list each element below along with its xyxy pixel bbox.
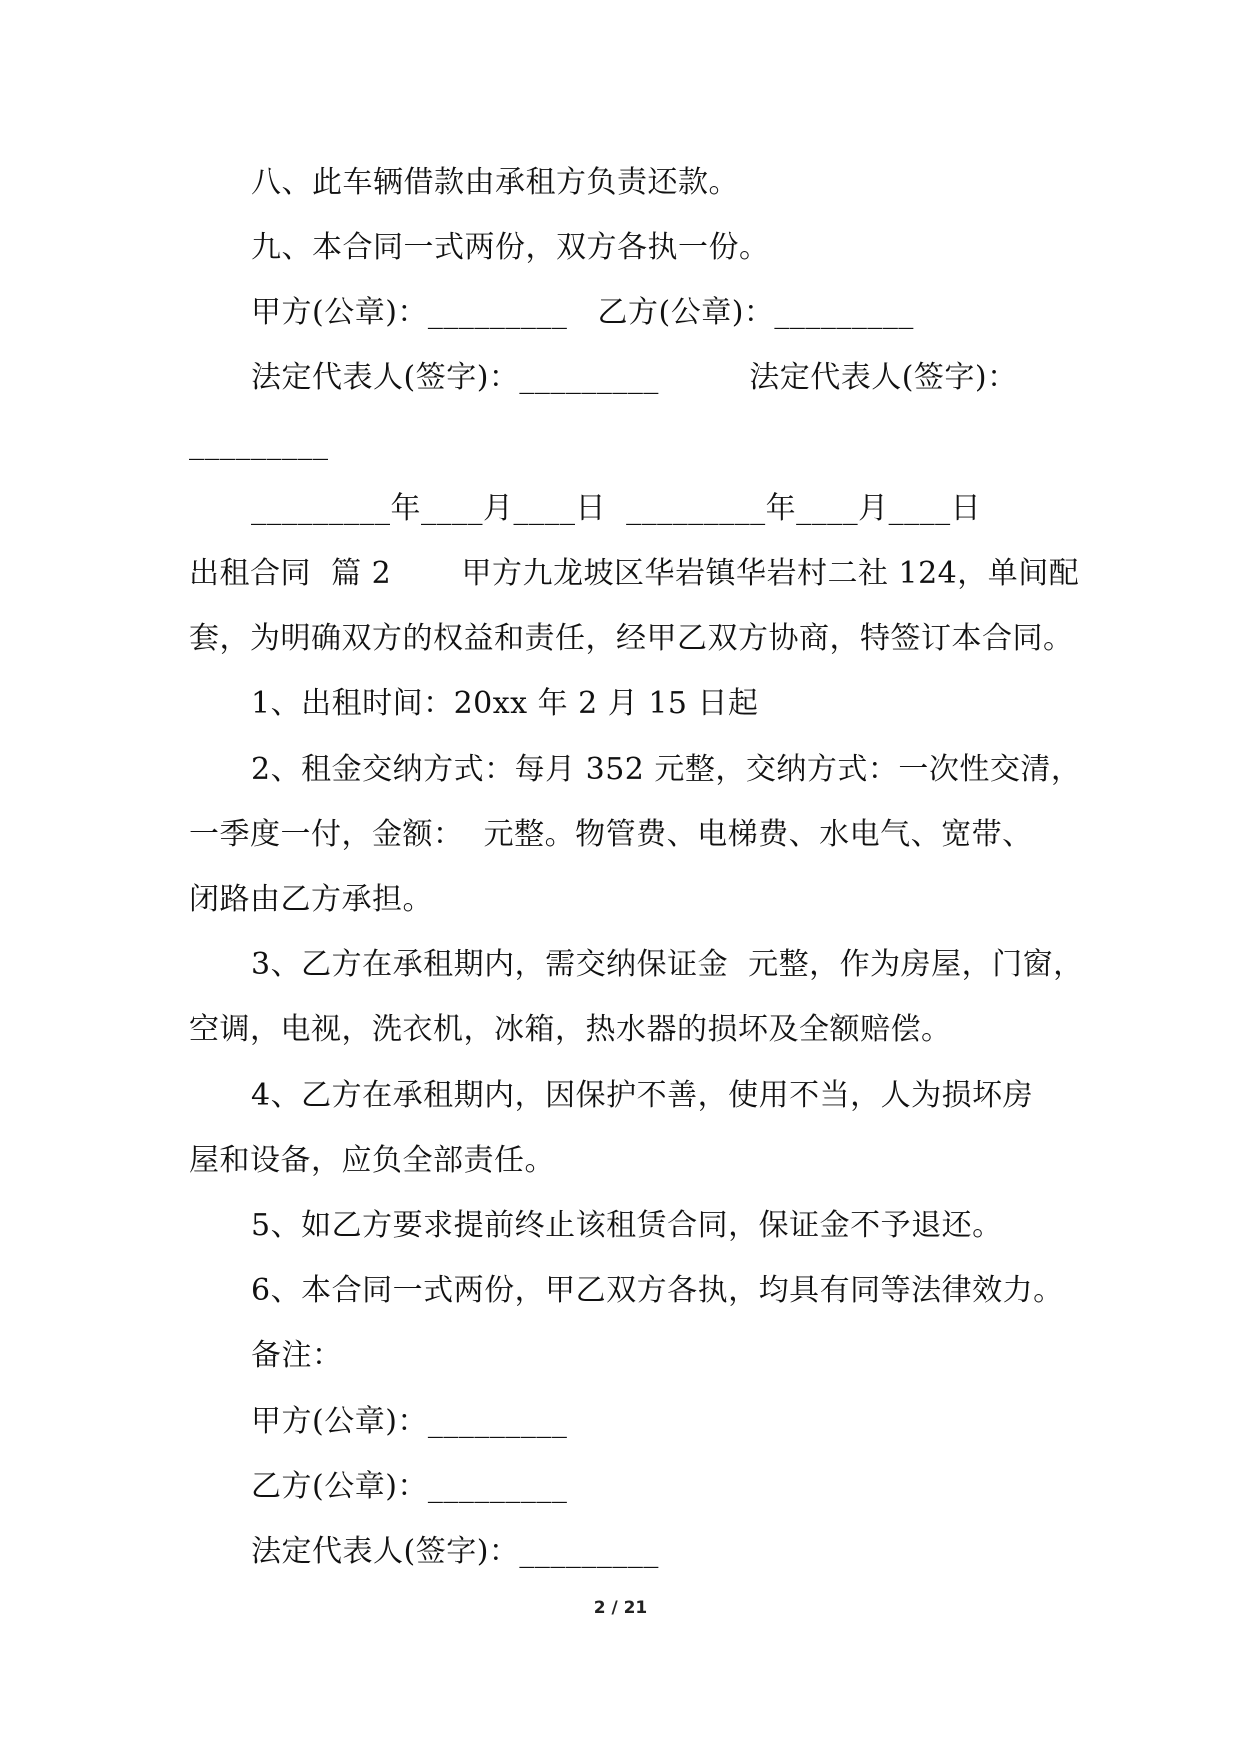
- contract-2-heading: 出租合同 篇 2 甲方九龙坡区华岩镇华岩村二社 124，单间配: [189, 556, 1080, 591]
- signature-blank: _________: [189, 426, 329, 461]
- legal-rep-signature-final: 法定代表人(签字)：_________: [251, 1534, 659, 1569]
- contract-2-intro: 套，为明确双方的权益和责任，经甲乙双方协商，特签订本合同。: [189, 621, 1074, 656]
- item-3-deposit-cont: 空调，电视，洗衣机，冰箱，热水器的损坏及全额赔偿。: [189, 1012, 952, 1047]
- party-b-seal-line: 乙方(公章)：_________: [251, 1469, 568, 1504]
- seal-line-party-a-b: 甲方(公章)：_________ 乙方(公章)：_________: [251, 295, 914, 330]
- remarks-label: 备注：: [251, 1338, 343, 1373]
- item-4-liability: 4、乙方在承租期内，因保护不善，使用不当，人为损坏房: [251, 1078, 1034, 1113]
- clause-8: 八、此车辆借款由承租方负责还款。: [251, 165, 739, 200]
- item-2-rent-payment-end: 闭路由乙方承担。: [189, 882, 433, 917]
- legal-rep-signature-line: 法定代表人(签字)：_________ 法定代表人(签字)：: [251, 360, 1018, 395]
- party-a-seal-line: 甲方(公章)：_________: [251, 1404, 568, 1439]
- item-3-deposit: 3、乙方在承租期内，需交纳保证金 元整，作为房屋，门窗，: [251, 947, 1084, 982]
- item-5-termination: 5、如乙方要求提前终止该租赁合同，保证金不予退还。: [251, 1208, 1003, 1243]
- item-2-rent-payment-cont: 一季度一付，金额： 元整。物管费、电梯费、水电气、宽带、: [189, 817, 1033, 852]
- page-number: 2 / 21: [593, 1598, 648, 1618]
- date-line: _________年____月____日 _________年____月____日: [251, 491, 982, 526]
- item-1-rental-time: 1、出租时间：20xx 年 2 月 15 日起: [251, 686, 759, 721]
- clause-9: 九、本合同一式两份，双方各执一份。: [251, 230, 770, 265]
- item-2-rent-payment: 2、租金交纳方式：每月 352 元整，交纳方式：一次性交清，: [251, 752, 1082, 787]
- item-6-copies: 6、本合同一式两份，甲乙双方各执，均具有同等法律效力。: [251, 1273, 1064, 1308]
- item-4-liability-cont: 屋和设备，应负全部责任。: [189, 1143, 555, 1178]
